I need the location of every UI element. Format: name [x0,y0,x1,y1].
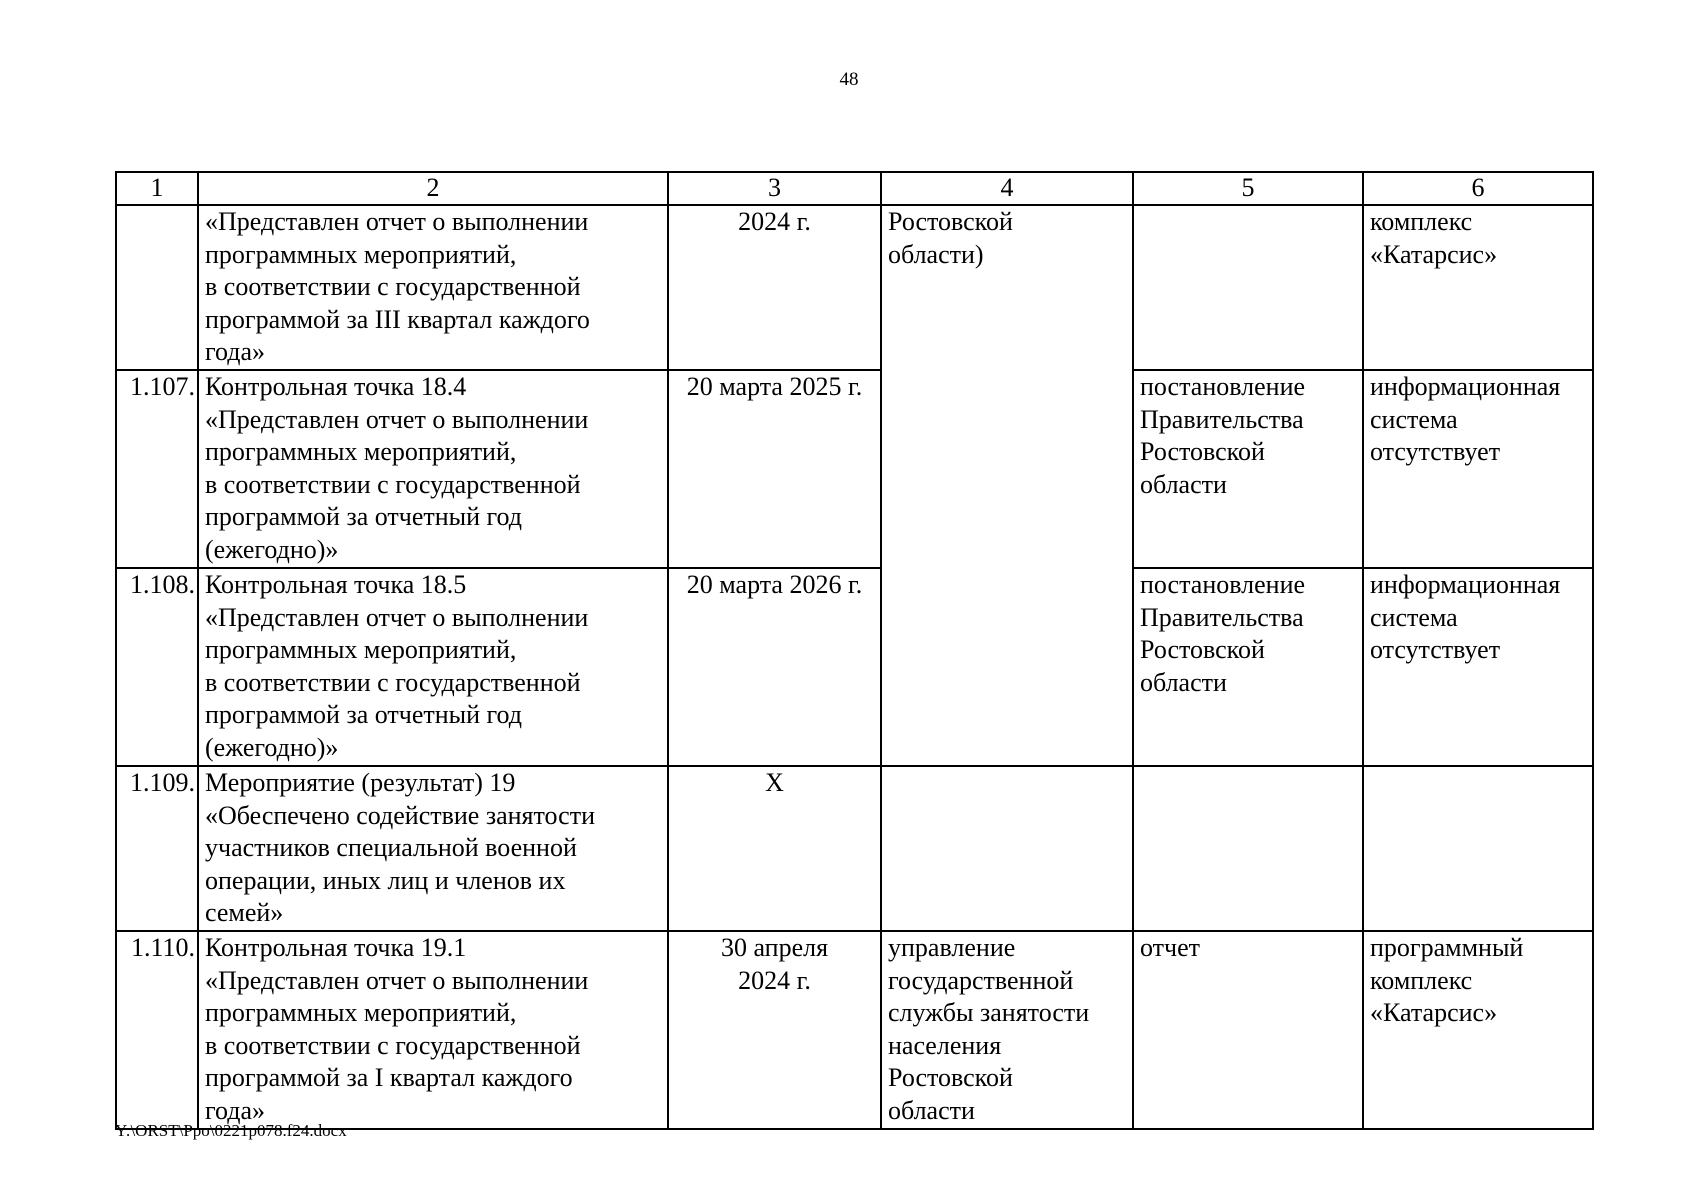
row-number-cell: 1.110. [116,931,198,1129]
document-type-cell [1133,205,1363,370]
row-number-cell: 1.109. [116,766,198,931]
responsible-cell: управление государственной службы занятости населения Ростовской области [881,931,1133,1129]
table-row [116,205,1593,370]
info-system-cell: информационная система отсутствует [1363,568,1593,766]
table-header-row [116,172,1593,205]
row-number-cell [116,205,198,370]
event-title-cell: Контрольная точка 18.5 «Представлен отчет о выполнении программных мероприятий, в соответствии с государственной программой за отчетный год (ежегодно)» [198,568,668,766]
responsible-cell: Ростовской области) [881,205,1133,766]
table-row [116,370,1593,568]
document-type-cell [1133,766,1363,931]
deadline-cell: Х [668,766,881,931]
table-row [116,766,1593,931]
file-path-footer: Y:\ORST\Ppo\0221p078.f24.docx [115,1121,347,1140]
event-title-cell: Контрольная точка 19.1 «Представлен отчет о выполнении программных мероприятий, в соответствии с государственной программой за I квартал каждого года» [198,931,668,1129]
header-cell-5: 5 [1133,172,1363,205]
header-cell-6: 6 [1363,172,1593,205]
header-cell-3: 3 [668,172,881,205]
document-table [115,171,1594,1130]
event-title-cell: Контрольная точка 18.4 «Представлен отчет о выполнении программных мероприятий, в соответствии с государственной программой за отчетный год (ежегодно)» [198,370,668,568]
header-cell-4: 4 [881,172,1133,205]
document-type-cell: отчет [1133,931,1363,1129]
responsible-cell [881,766,1133,931]
row-number-cell: 1.108. [116,568,198,766]
event-title-cell: Мероприятие (результат) 19 «Обеспечено содействие занятости участников специальной военной операции, иных лиц и членов их семей» [198,766,668,931]
deadline-cell: 30 апреля 2024 г. [668,931,881,1129]
header-cell-1: 1 [116,172,198,205]
table-row [116,931,1593,1129]
row-number-cell: 1.107. [116,370,198,568]
event-title-cell: «Представлен отчет о выполнении программных мероприятий, в соответствии с государственной программой за III квартал каждого года» [198,205,668,370]
document-type-cell: постановление Правительства Ростовской области [1133,568,1363,766]
table-row [116,568,1593,766]
deadline-cell: 2024 г. [668,205,881,370]
deadline-cell: 20 марта 2026 г. [668,568,881,766]
info-system-cell: комплекс «Катарсис» [1363,205,1593,370]
info-system-cell: программный комплекс «Катарсис» [1363,931,1593,1129]
info-system-cell [1363,766,1593,931]
document-type-cell: постановление Правительства Ростовской области [1133,370,1363,568]
info-system-cell: информационная система отсутствует [1363,370,1593,568]
page-number: 48 [839,69,859,90]
header-cell-2: 2 [198,172,668,205]
deadline-cell: 20 марта 2025 г. [668,370,881,568]
